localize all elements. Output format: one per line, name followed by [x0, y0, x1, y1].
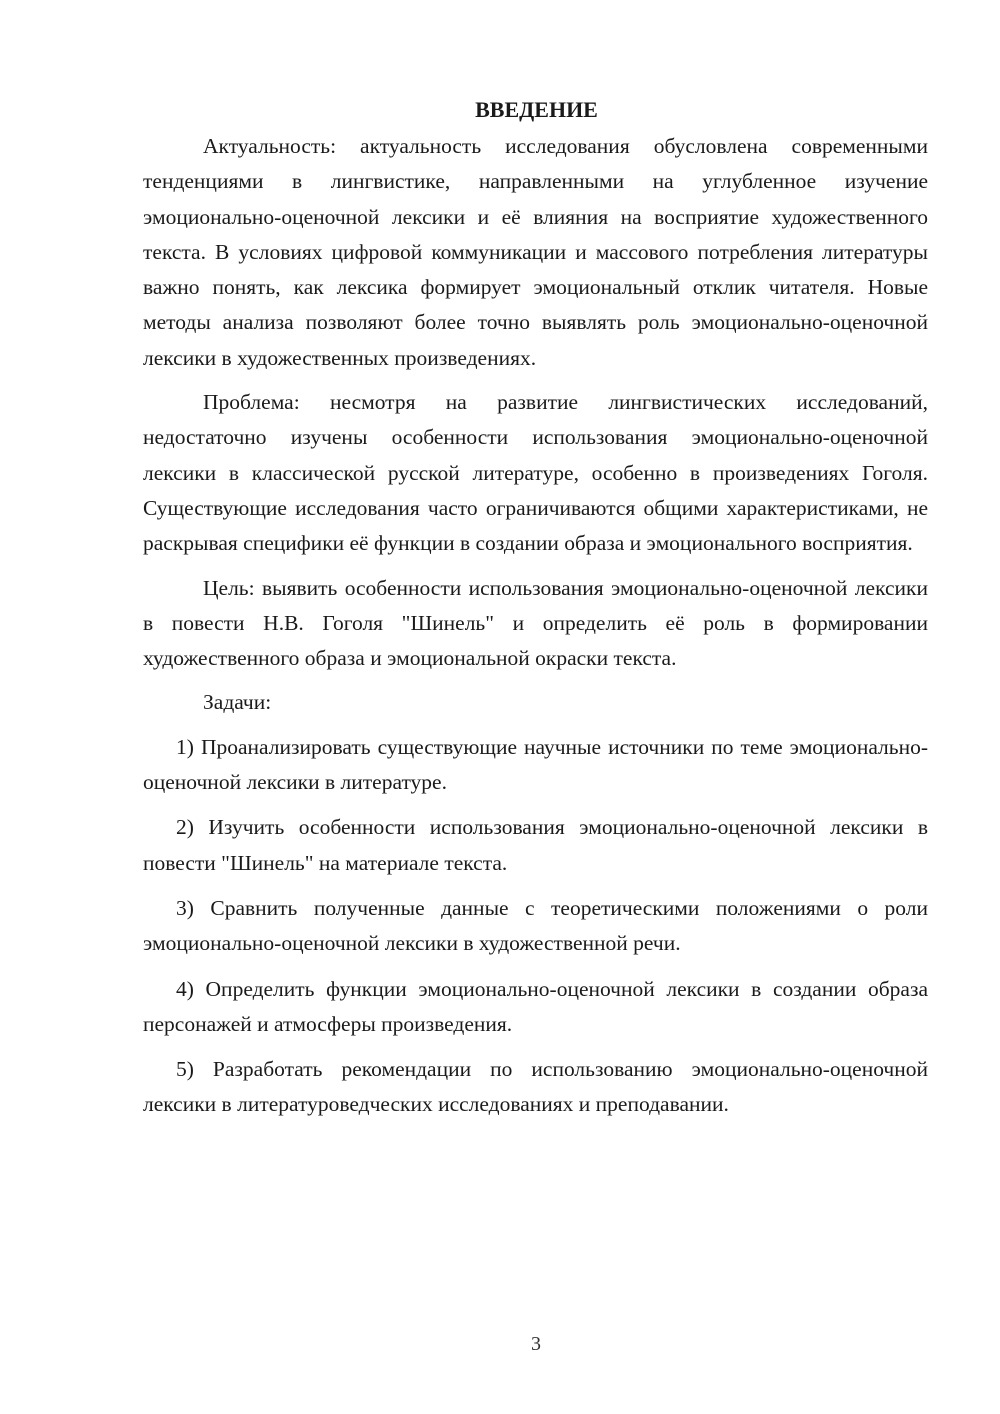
- document-page: [143, 92, 928, 1133]
- paragraph-relevance: Актуальность: актуальность исследования обусловлена современными тенденциями в лингвистике, направленными на углубленное изучение эмоционально-оценочной лексики и её влияния на восприятие художественного текста. В условиях цифровой коммуникации и массового потребления литературы важно понять, как лексика формирует эмоциональный отклик читателя. Новые методы анализа позволяют более точно выявлять роль эмоционально-оценочной лексики в художественных произведениях.: [143, 134, 928, 370]
- task-item-4: 4) Определить функции эмоционально-оценочной лексики в создании образа персонажей и атмосферы произведения.: [143, 976, 928, 1036]
- task-list: [143, 730, 928, 1123]
- task-item-3: 3) Сравнить полученные данные с теоретическими положениями о роли эмоционально-оценочной лексики в художественной речи.: [143, 895, 928, 956]
- task-item-1: 1) Проанализировать существующие научные источники по теме эмоционально-оценочной лексики в литературе.: [143, 734, 928, 795]
- paragraph-problem: Проблема: несмотря на развитие лингвистических исследований, недостаточно изучены особенности использования эмоционально-оценочной лексики в классической русской литературе, особенно в произведениях Гоголя. Существующие исследования часто ограничиваются общими характеристиками, не раскрывая специфики её функции в создании образа и эмоционального восприятия.: [143, 390, 928, 556]
- page-title: ВВЕДЕНИЕ: [475, 97, 598, 122]
- tasks-label: Задачи:: [203, 690, 272, 715]
- paragraph-goal: Цель: выявить особенности использования эмоционально-оценочной лексики в повести Н.В. Гоголя "Шинель" и определить её роль в формировании художественного образа и эмоциональной окраски текста.: [143, 575, 928, 671]
- task-item-2: 2) Изучить особенности использования эмоционально-оценочной лексики в повести "Шинель" на материале текста.: [143, 815, 928, 875]
- page-number: 3: [531, 1333, 541, 1355]
- task-item-5: 5) Разработать рекомендации по использованию эмоционально-оценочной лексики в литературоведческих исследованиях и преподавании.: [143, 1057, 928, 1117]
